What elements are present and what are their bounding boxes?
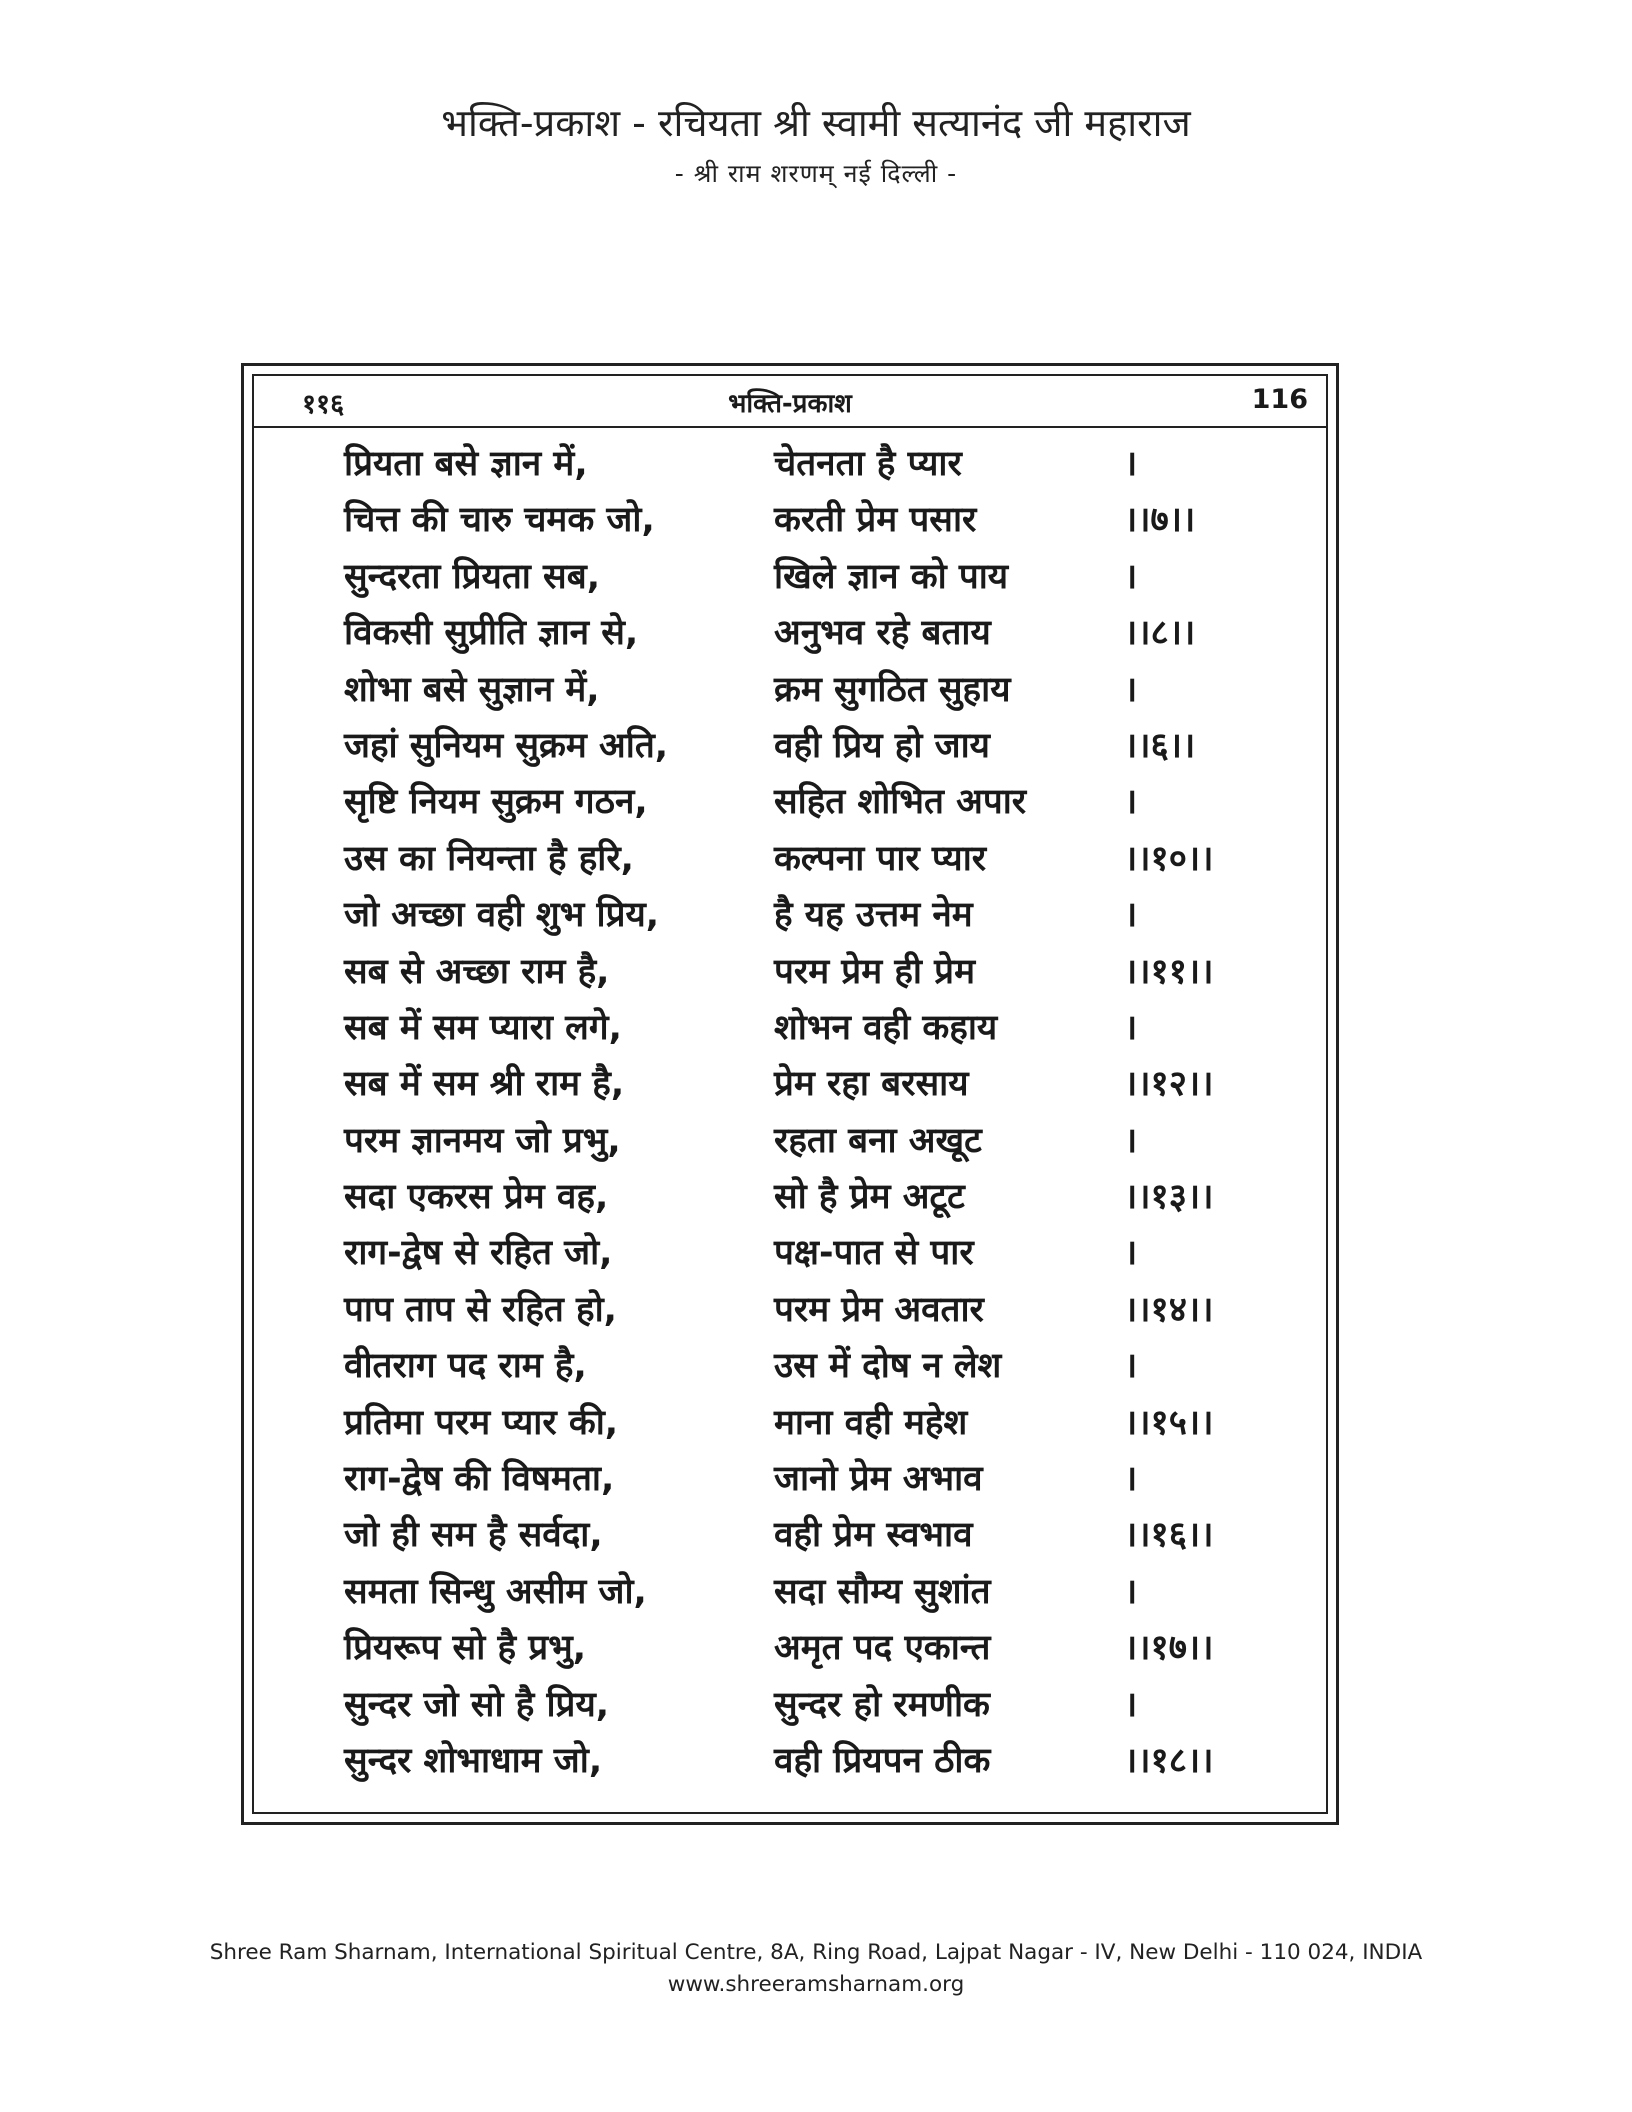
verse-number-mark: ।।६।।: [1124, 725, 1196, 766]
verse-second-half: सहित शोभित अपार: [774, 782, 1027, 823]
verse-first-half: सृष्टि नियम सुक्रम गठन,: [344, 782, 648, 823]
verse-number-mark: ।।१२।।: [1124, 1064, 1214, 1105]
verse-line: [344, 718, 1294, 774]
verse-first-half: उस का नियन्ता है हरि,: [344, 838, 634, 879]
verse-first-half: चित्त की चारु चमक जो,: [344, 500, 655, 541]
document-subtitle: - श्री राम शरणम् नई दिल्ली -: [674, 159, 958, 188]
verse-number-mark: ।: [1124, 556, 1138, 597]
verse-number-mark: ।।१०।।: [1124, 838, 1214, 879]
scanned-page-inner-frame: [252, 374, 1328, 1814]
verse-first-half: पाप ताप से रहित हो,: [344, 1289, 617, 1330]
verse-number-mark: ।: [1124, 444, 1138, 484]
verse-first-half: प्रियता बसे ज्ञान में,: [344, 444, 588, 484]
verse-number-mark: ।: [1124, 1459, 1138, 1500]
verse-first-half: सब में सम प्यारा लगे,: [344, 1007, 622, 1048]
verse-first-half: प्रतिमा परम प्यार की,: [344, 1402, 619, 1443]
verse-first-half: वीतराग पद राम है,: [344, 1346, 587, 1387]
verse-first-half: सुन्दर शोभाधाम जो,: [344, 1740, 603, 1781]
verse-line: [344, 774, 1294, 830]
verse-number-mark: ।: [1124, 1684, 1138, 1725]
verse-line: [344, 1000, 1294, 1056]
verse-second-half: सदा सौम्य सुशांत: [774, 1571, 991, 1612]
verse-line: [344, 1733, 1294, 1789]
verse-first-half: सदा एकरस प्रेम वह,: [344, 1177, 609, 1218]
verse-second-half: सो है प्रेम अटूट: [774, 1177, 965, 1218]
verse-first-half: जहां सुनियम सुक्रम अति,: [344, 725, 669, 766]
verse-second-half: वही प्रियपन ठीक: [774, 1740, 991, 1781]
verse-second-half: अमृत पद एकान्त: [774, 1628, 991, 1669]
verse-first-half: प्रियरूप सो है प्रभु,: [344, 1628, 587, 1669]
verse-first-half: विकसी सुप्रीति ज्ञान से,: [344, 613, 639, 654]
verse-line: [344, 1620, 1294, 1676]
verse-first-half: सुन्दरता प्रियता सब,: [344, 556, 600, 597]
verse-second-half: शोभन वही कहाय: [774, 1007, 998, 1048]
verse-number-mark: ।: [1124, 1346, 1138, 1387]
verse-second-half: अनुभव रहे बताय: [774, 613, 991, 654]
verse-second-half: खिले ज्ञान को पाय: [774, 556, 1009, 597]
verse-first-half: राग-द्वेष से रहित जो,: [344, 1233, 613, 1274]
verse-second-half: पक्ष-पात से पार: [774, 1233, 974, 1274]
footer-address: Shree Ram Sharnam, International Spiritual Centre, 8A, Ring Road, Lajpat Nagar - IV, New Delhi - 110 024, INDIA: [209, 1940, 1423, 1965]
verse-line: [344, 662, 1294, 718]
verse-second-half: कल्पना पार प्यार: [774, 838, 987, 879]
verse-first-half: सुन्दर जो सो है प्रिय,: [344, 1684, 610, 1725]
scanned-page-frame: [241, 363, 1339, 1825]
verse-line: [344, 605, 1294, 661]
verse-second-half: प्रेम रहा बरसाय: [774, 1064, 969, 1105]
verse-line: [344, 944, 1294, 1000]
verse-first-half: जो ही सम है सर्वदा,: [344, 1515, 603, 1556]
verse-line: [344, 1282, 1294, 1338]
verse-line: [344, 1564, 1294, 1620]
verse-number-mark: ।: [1124, 1120, 1138, 1161]
verse-line: [344, 1113, 1294, 1169]
verse-line: [344, 492, 1294, 548]
verse-first-half: समता सिन्धु असीम जो,: [344, 1571, 647, 1612]
verse-line: [344, 1338, 1294, 1394]
verse-first-half: सब में सम श्री राम है,: [344, 1064, 625, 1105]
verse-line: [344, 1395, 1294, 1451]
page-number-latin: 116: [1251, 384, 1308, 415]
verse-number-mark: ।।१३।।: [1124, 1177, 1214, 1218]
verse-number-mark: ।।१७।।: [1124, 1628, 1214, 1669]
verse-number-mark: ।।१५।।: [1124, 1402, 1214, 1443]
running-title: भक्ति-प्रकाश: [728, 389, 852, 419]
document-header: [0, 96, 1632, 194]
verse-number-mark: ।।१४।।: [1124, 1289, 1214, 1330]
verse-list: [344, 436, 1294, 1789]
page-running-header: [254, 376, 1326, 428]
verse-number-mark: ।।१८।।: [1124, 1740, 1214, 1781]
verse-line: [344, 1677, 1294, 1733]
verse-second-half: उस में दोष न लेश: [774, 1346, 1002, 1387]
verse-number-mark: ।: [1124, 1571, 1138, 1612]
verse-second-half: चेतनता है प्यार: [774, 444, 962, 484]
page-number-devanagari: ११६: [302, 389, 345, 420]
verse-number-mark: ।: [1124, 669, 1138, 710]
verse-number-mark: ।: [1124, 895, 1138, 936]
verse-second-half: क्रम सुगठित सुहाय: [774, 669, 1011, 710]
verse-second-half: माना वही महेश: [774, 1402, 968, 1443]
footer-website: www.shreeramsharnam.org: [667, 1972, 965, 1997]
verse-number-mark: ।: [1124, 1233, 1138, 1274]
verse-line: [344, 436, 1294, 492]
verse-first-half: जो अच्छा वही शुभ प्रिय,: [344, 895, 660, 936]
verse-number-mark: ।।७।।: [1124, 500, 1196, 541]
verse-line: [344, 1507, 1294, 1563]
verse-second-half: वही प्रेम स्वभाव: [774, 1515, 973, 1556]
verse-second-half: जानो प्रेम अभाव: [774, 1459, 983, 1500]
verse-number-mark: ।।१६।।: [1124, 1515, 1214, 1556]
verse-number-mark: ।।११।।: [1124, 951, 1214, 992]
verse-first-half: राग-द्वेष की विषमता,: [344, 1459, 615, 1500]
verse-first-half: सब से अच्छा राम है,: [344, 951, 610, 992]
verse-number-mark: ।: [1124, 782, 1138, 823]
verse-line: [344, 549, 1294, 605]
verse-line: [344, 1169, 1294, 1225]
verse-second-half: है यह उत्तम नेम: [774, 895, 973, 936]
verse-line: [344, 831, 1294, 887]
verse-line: [344, 1451, 1294, 1507]
verse-number-mark: ।।८।।: [1124, 613, 1196, 654]
verse-second-half: वही प्रिय हो जाय: [774, 725, 990, 766]
verse-number-mark: ।: [1124, 1007, 1138, 1048]
verse-second-half: परम प्रेम ही प्रेम: [774, 951, 976, 992]
verse-second-half: परम प्रेम अवतार: [774, 1289, 984, 1330]
verse-second-half: सुन्दर हो रमणीक: [774, 1684, 990, 1725]
verse-line: [344, 887, 1294, 943]
verse-second-half: करती प्रेम पसार: [774, 500, 977, 541]
document-title: भक्ति-प्रकाश - रचियता श्री स्वामी सत्यानंद जी महाराज: [441, 101, 1191, 145]
verse-line: [344, 1056, 1294, 1112]
verse-first-half: परम ज्ञानमय जो प्रभु,: [344, 1120, 621, 1161]
verse-line: [344, 1225, 1294, 1281]
verse-first-half: शोभा बसे सुज्ञान में,: [344, 669, 600, 710]
page-footer: [0, 1937, 1632, 2001]
verse-second-half: रहता बना अखूट: [774, 1120, 982, 1161]
